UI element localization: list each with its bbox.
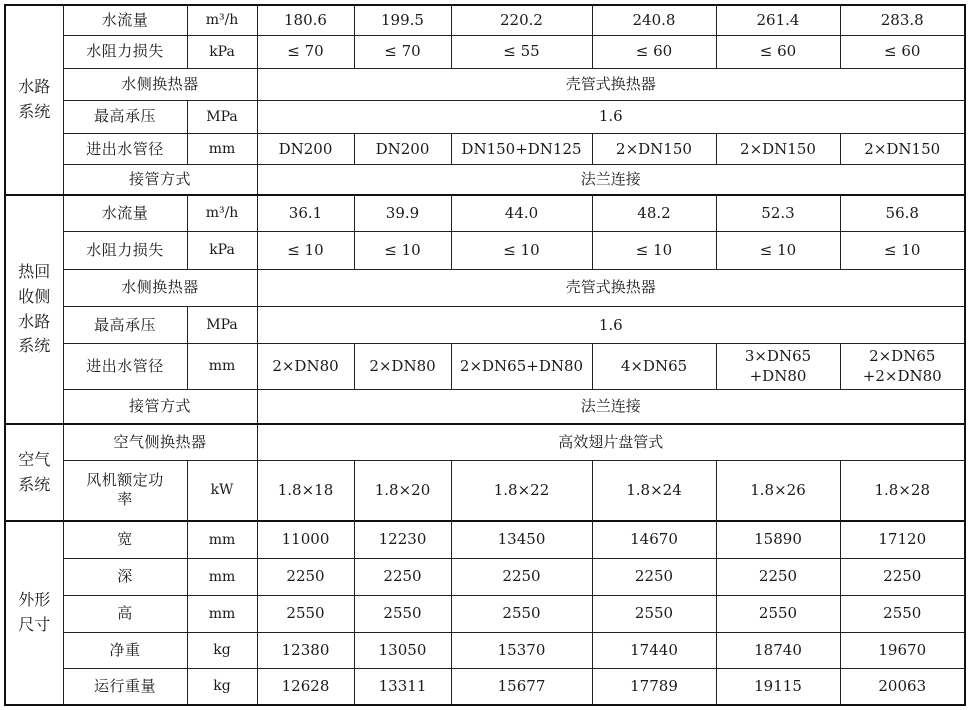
water-flow-value: 220.2	[451, 5, 592, 35]
hr-pipe-value	[592, 344, 716, 389]
hr-resistance-value: ≤ 10	[592, 231, 716, 269]
label-line: 风机额定功	[86, 470, 164, 489]
fan-power-value: 1.8×24	[592, 461, 716, 521]
hr-pipe-label: 进出水管径	[63, 344, 187, 389]
section-line: 收侧	[18, 286, 51, 306]
height-label: 高	[63, 595, 187, 632]
section-line: 水路	[18, 311, 51, 331]
hr-exchanger-value: 壳管式换热器	[257, 269, 965, 306]
hr-flow-value: 44.0	[451, 195, 592, 231]
hr-pressure-value: 1.6	[257, 307, 965, 344]
section-line: 系统	[18, 336, 51, 356]
hr-flow-value: 36.1	[257, 195, 354, 231]
section-line: 系统	[18, 102, 51, 122]
net-weight-unit: kg	[187, 632, 257, 668]
pipe-line: 2×DN80	[369, 356, 436, 375]
water-pipe-value: DN200	[257, 134, 354, 165]
water-flow-value: 261.4	[716, 5, 840, 35]
hr-resistance-label: 水阻力损失	[63, 231, 187, 269]
water-resistance-value: ≤ 70	[257, 35, 354, 68]
water-pipe-value: 2×DN150	[840, 134, 965, 165]
section-line: 系统	[18, 474, 51, 494]
net-weight-value: 19670	[840, 632, 965, 668]
height-value: 2550	[354, 595, 451, 632]
water-resistance-value: ≤ 60	[716, 35, 840, 68]
depth-value: 2250	[716, 558, 840, 595]
fan-power-value: 1.8×22	[451, 461, 592, 521]
section-heat-recovery-system	[5, 195, 63, 424]
fan-power-label	[63, 461, 187, 521]
run-weight-value: 15677	[451, 669, 592, 705]
section-line: 外形	[18, 590, 51, 610]
depth-label: 深	[63, 558, 187, 595]
hr-connection-value: 法兰连接	[257, 389, 965, 424]
hr-pressure-unit: MPa	[187, 307, 257, 344]
width-value: 12230	[354, 521, 451, 558]
water-flow-value: 283.8	[840, 5, 965, 35]
hr-resistance-value: ≤ 10	[257, 231, 354, 269]
section-water-system	[5, 5, 63, 195]
water-pipe-value: 2×DN150	[716, 134, 840, 165]
pipe-line: 2×DN65+DN80	[459, 356, 584, 375]
water-exchanger-value: 壳管式换热器	[257, 68, 965, 100]
hr-flow-value: 48.2	[592, 195, 716, 231]
water-resistance-value: ≤ 60	[592, 35, 716, 68]
hr-exchanger-label: 水侧换热器	[63, 269, 257, 306]
fan-power-value: 1.8×26	[716, 461, 840, 521]
hr-pipe-unit: mm	[187, 344, 257, 389]
water-resistance-value: ≤ 70	[354, 35, 451, 68]
width-value: 14670	[592, 521, 716, 558]
depth-value: 2250	[840, 558, 965, 595]
pipe-line: +DN80	[749, 366, 807, 385]
width-value: 11000	[257, 521, 354, 558]
water-pressure-unit: MPa	[187, 101, 257, 134]
net-weight-label: 净重	[63, 632, 187, 668]
hr-pipe-value	[257, 344, 354, 389]
pipe-line: 4×DN65	[620, 356, 688, 375]
fan-power-value: 1.8×18	[257, 461, 354, 521]
net-weight-value: 15370	[451, 632, 592, 668]
height-value: 2550	[451, 595, 592, 632]
water-pipe-unit: mm	[187, 134, 257, 165]
depth-value: 2250	[451, 558, 592, 595]
hr-flow-label: 水流量	[63, 195, 187, 231]
hr-flow-unit: m³/h	[187, 195, 257, 231]
net-weight-value: 12380	[257, 632, 354, 668]
width-unit: mm	[187, 521, 257, 558]
water-flow-value: 199.5	[354, 5, 451, 35]
hr-pipe-value	[451, 344, 592, 389]
run-weight-label: 运行重量	[63, 669, 187, 705]
water-flow-label: 水流量	[63, 5, 187, 35]
pipe-line: +2×DN80	[862, 366, 942, 385]
section-line: 空气	[18, 449, 51, 469]
water-flow-value: 180.6	[257, 5, 354, 35]
height-value: 2550	[840, 595, 965, 632]
water-connection-label: 接管方式	[63, 165, 257, 195]
hr-resistance-value: ≤ 10	[716, 231, 840, 269]
hr-flow-value: 39.9	[354, 195, 451, 231]
height-value: 2550	[257, 595, 354, 632]
hr-resistance-value: ≤ 10	[354, 231, 451, 269]
label-line: 率	[117, 490, 133, 509]
hr-resistance-value: ≤ 10	[840, 231, 965, 269]
hr-resistance-unit: kPa	[187, 231, 257, 269]
water-pipe-value: DN200	[354, 134, 451, 165]
water-pipe-value: DN150+DN125	[451, 134, 592, 165]
depth-value: 2250	[592, 558, 716, 595]
water-pressure-value: 1.6	[257, 101, 965, 134]
hr-flow-value: 52.3	[716, 195, 840, 231]
height-unit: mm	[187, 595, 257, 632]
net-weight-value: 13050	[354, 632, 451, 668]
hr-pipe-value	[354, 344, 451, 389]
air-exchanger-label: 空气侧换热器	[63, 424, 257, 460]
hr-pipe-value	[716, 344, 840, 389]
water-connection-value: 法兰连接	[257, 165, 965, 195]
water-resistance-unit: kPa	[187, 35, 257, 68]
run-weight-value: 12628	[257, 669, 354, 705]
water-pressure-label: 最高承压	[63, 101, 187, 134]
width-label: 宽	[63, 521, 187, 558]
run-weight-unit: kg	[187, 669, 257, 705]
width-value: 13450	[451, 521, 592, 558]
run-weight-value: 19115	[716, 669, 840, 705]
water-flow-unit: m³/h	[187, 5, 257, 35]
run-weight-value: 13311	[354, 669, 451, 705]
pipe-line: 2×DN65	[869, 347, 936, 365]
section-air-system	[5, 424, 63, 521]
depth-value: 2250	[257, 558, 354, 595]
section-line: 尺寸	[18, 614, 51, 634]
pipe-line: 2×DN80	[272, 356, 339, 375]
hr-resistance-value: ≤ 10	[451, 231, 592, 269]
water-resistance-label: 水阻力损失	[63, 35, 187, 68]
water-flow-value: 240.8	[592, 5, 716, 35]
hr-connection-label: 接管方式	[63, 389, 257, 424]
water-resistance-value: ≤ 60	[840, 35, 965, 68]
fan-power-value: 1.8×28	[840, 461, 965, 521]
fan-power-unit: kW	[187, 461, 257, 521]
width-value: 17120	[840, 521, 965, 558]
hr-pipe-value	[840, 344, 965, 389]
net-weight-value: 17440	[592, 632, 716, 668]
water-pipe-label: 进出水管径	[63, 134, 187, 165]
run-weight-value: 17789	[592, 669, 716, 705]
height-value: 2550	[592, 595, 716, 632]
height-value: 2550	[716, 595, 840, 632]
pipe-line: 3×DN65	[744, 347, 812, 365]
specification-table	[4, 4, 966, 706]
water-resistance-value: ≤ 55	[451, 35, 592, 68]
section-line: 水路	[18, 77, 51, 97]
water-exchanger-label: 水侧换热器	[63, 68, 257, 100]
width-value: 15890	[716, 521, 840, 558]
net-weight-value: 18740	[716, 632, 840, 668]
water-pipe-value: 2×DN150	[592, 134, 716, 165]
depth-value: 2250	[354, 558, 451, 595]
depth-unit: mm	[187, 558, 257, 595]
run-weight-value: 20063	[840, 669, 965, 705]
fan-power-value: 1.8×20	[354, 461, 451, 521]
air-exchanger-value: 高效翅片盘管式	[257, 424, 965, 460]
section-dimensions	[5, 521, 63, 705]
section-line: 热回	[18, 262, 51, 282]
hr-pressure-label: 最高承压	[63, 307, 187, 344]
hr-flow-value: 56.8	[840, 195, 965, 231]
